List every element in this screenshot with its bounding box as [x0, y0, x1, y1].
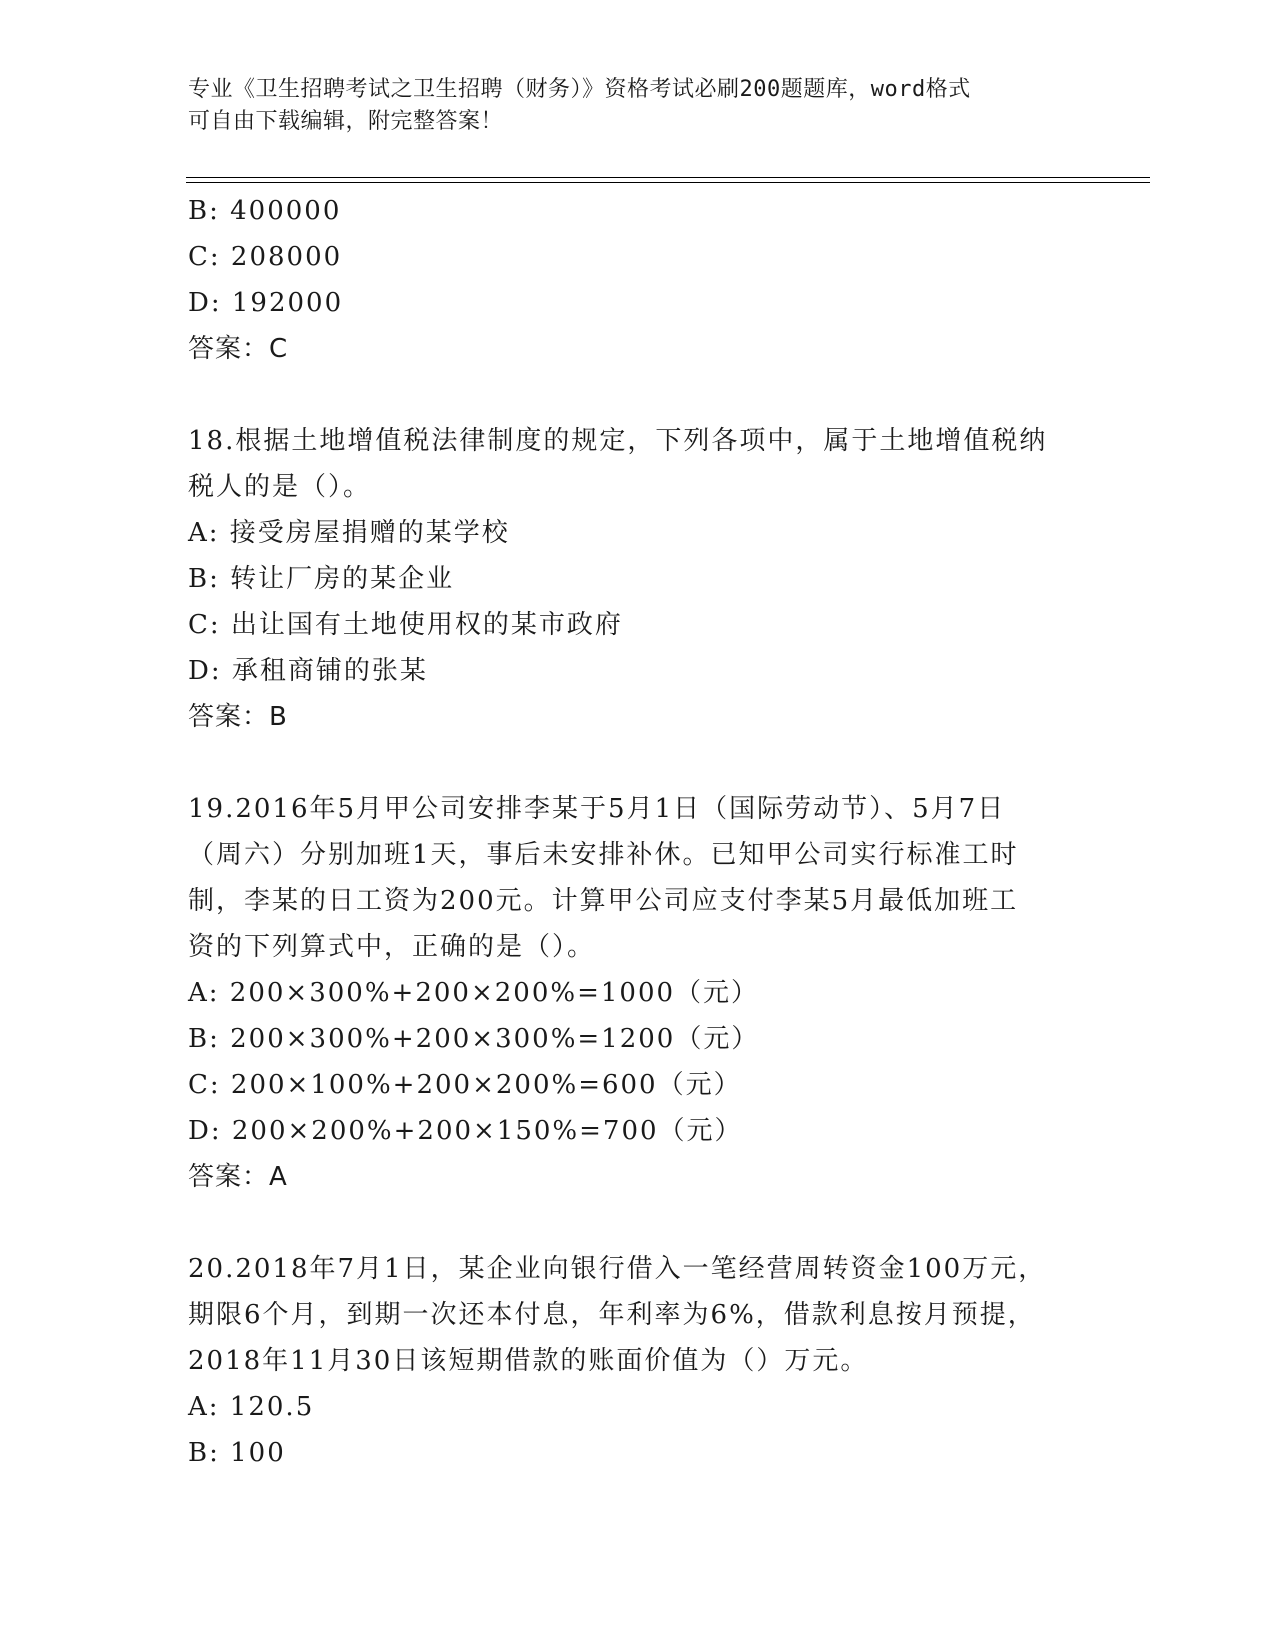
- option-c: C: 208000: [188, 242, 343, 272]
- option-a: A: 120.5: [188, 1392, 315, 1422]
- option-c: C: 出让国有土地使用权的某市政府: [188, 610, 623, 640]
- header-divider-bottom: [186, 182, 1150, 183]
- question-stem-line: 制，李某的日工资为200元。计算甲公司应支付李某5月最低加班工: [188, 886, 1019, 916]
- answer-line: 答案：C: [188, 334, 289, 364]
- question-stem-line: 2018年11月30日该短期借款的账面价值为（）万元。: [188, 1346, 869, 1376]
- option-c: C: 200×100%+200×200%=600（元）: [188, 1070, 742, 1100]
- question-stem-line: 20.2018年7月1日，某企业向银行借入一笔经营周转资金100万元，: [188, 1254, 1047, 1284]
- document-header: [188, 74, 1078, 138]
- option-b: B: 400000: [188, 196, 342, 226]
- question-content: [188, 188, 1088, 1476]
- question-20: [188, 1246, 1088, 1476]
- spacer: [188, 1200, 1088, 1246]
- question-stem-line: 税人的是（）。: [188, 472, 372, 502]
- option-b: B: 200×300%+200×300%=1200（元）: [188, 1024, 760, 1054]
- question-stem-line: 18.根据土地增值税法律制度的规定，下列各项中，属于土地增值税纳: [188, 426, 1048, 456]
- question-17-tail: [188, 188, 1088, 372]
- option-d: D: 200×200%+200×150%=700（元）: [188, 1116, 743, 1146]
- option-b: B: 100: [188, 1438, 286, 1468]
- header-line-1: 专业《卫生招聘考试之卫生招聘（财务）》资格考试必刷200题题库，word格式: [188, 77, 971, 102]
- header-divider-top: [186, 177, 1150, 178]
- question-stem-line: 资的下列算式中，正确的是（）。: [188, 932, 596, 962]
- question-stem-line: 19.2016年5月甲公司安排李某于5月1日（国际劳动节）、5月7日: [188, 794, 1006, 824]
- question-18: [188, 418, 1088, 740]
- option-a: A: 200×300%+200×200%=1000（元）: [188, 978, 760, 1008]
- question-19: [188, 786, 1088, 1200]
- spacer: [188, 740, 1088, 786]
- header-line-2: 可自由下载编辑，附完整答案！: [188, 109, 504, 134]
- question-stem-line: （周六）分别加班1天，事后未安排补休。已知甲公司实行标准工时: [188, 840, 1019, 870]
- option-d: D: 192000: [188, 288, 344, 318]
- question-stem-line: 期限6个月，到期一次还本付息，年利率为6%，借款利息按月预提，: [188, 1300, 1036, 1330]
- answer-line: 答案：B: [188, 702, 288, 732]
- spacer: [188, 372, 1088, 418]
- option-d: D: 承租商铺的张某: [188, 656, 428, 686]
- answer-line: 答案：A: [188, 1162, 288, 1192]
- option-b: B: 转让厂房的某企业: [188, 564, 455, 594]
- option-a: A: 接受房屋捐赠的某学校: [188, 518, 510, 548]
